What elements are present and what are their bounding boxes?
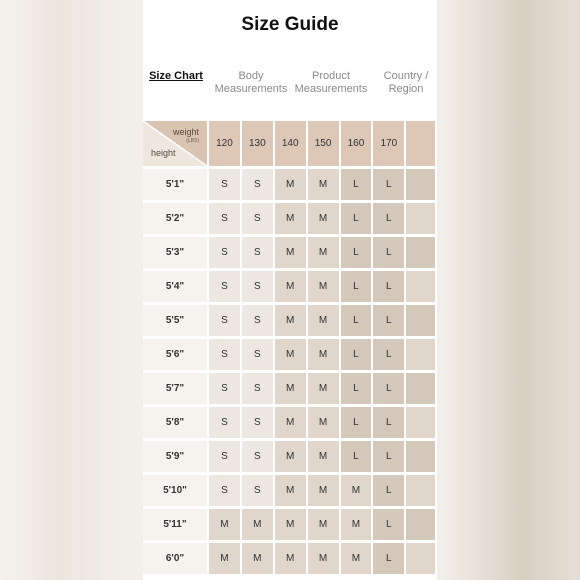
table-row — [143, 441, 435, 472]
size-cell: L — [373, 339, 404, 370]
size-cell — [406, 441, 435, 472]
size-cell: L — [373, 373, 404, 404]
size-cell — [406, 543, 435, 574]
tab-body-measurements[interactable] — [213, 70, 289, 96]
size-cell: S — [242, 305, 273, 336]
size-cell: S — [242, 203, 273, 234]
size-cell: S — [209, 203, 240, 234]
page-title: Size Guide — [241, 14, 339, 35]
size-cell: S — [242, 271, 273, 302]
size-cell: S — [242, 441, 273, 472]
weight-header-cell: 170 — [373, 121, 404, 166]
size-cell: M — [275, 509, 306, 540]
table-row — [143, 203, 435, 234]
tab-body-measurements-line2: Measurements — [214, 83, 288, 95]
table-row — [143, 543, 435, 574]
size-cell: L — [373, 271, 404, 302]
height-label-cell: 5'4" — [143, 271, 207, 302]
height-label-cell: 5'2" — [143, 203, 207, 234]
size-cell: L — [373, 169, 404, 200]
size-cell: S — [209, 271, 240, 302]
tab-product-measurements[interactable] — [293, 70, 369, 96]
size-cell: L — [341, 441, 372, 472]
tab-product-measurements-line1: Product — [312, 70, 350, 82]
table-row — [143, 373, 435, 404]
weight-header-cell: 150 — [308, 121, 339, 166]
weight-header-cell: 120 — [209, 121, 240, 166]
size-cell — [406, 407, 435, 438]
size-cell: M — [308, 407, 339, 438]
size-cell: M — [275, 237, 306, 268]
tab-country-region[interactable] — [377, 70, 435, 96]
tab-country-region-line2: Region — [388, 83, 424, 95]
size-cell: M — [308, 203, 339, 234]
size-cell: M — [308, 305, 339, 336]
weight-header-cell: 140 — [275, 121, 306, 166]
size-cell: L — [373, 441, 404, 472]
table-row — [143, 169, 435, 200]
size-cell: L — [373, 509, 404, 540]
tab-body-measurements-line1: Body — [238, 70, 264, 82]
table-row — [143, 475, 435, 506]
table-row — [143, 407, 435, 438]
weight-header-cell: 130 — [242, 121, 273, 166]
table-row — [143, 237, 435, 268]
size-cell: L — [341, 203, 372, 234]
size-cell: M — [275, 339, 306, 370]
size-cell: M — [308, 441, 339, 472]
height-label-cell: 5'6" — [143, 339, 207, 370]
size-cell: M — [209, 543, 240, 574]
size-cell: L — [341, 339, 372, 370]
size-cell: M — [308, 509, 339, 540]
height-axis-label: height — [151, 148, 176, 158]
size-cell: M — [275, 305, 306, 336]
size-cell: S — [209, 407, 240, 438]
size-cell: M — [341, 475, 372, 506]
size-cell: M — [275, 203, 306, 234]
height-label-cell: 5'9" — [143, 441, 207, 472]
table-row — [143, 305, 435, 336]
height-label-cell: 5'8" — [143, 407, 207, 438]
weight-header-cell: 160 — [341, 121, 372, 166]
table-corner-header — [143, 121, 207, 166]
height-label-cell: 5'1" — [143, 169, 207, 200]
weight-unit-label: (LBS) — [186, 138, 199, 144]
size-cell: M — [308, 373, 339, 404]
size-cell: M — [275, 475, 306, 506]
size-cell: S — [242, 237, 273, 268]
size-cell: M — [308, 237, 339, 268]
size-cell: L — [341, 407, 372, 438]
size-cell: M — [308, 475, 339, 506]
height-label-cell: 5'10" — [143, 475, 207, 506]
height-label-cell: 5'7" — [143, 373, 207, 404]
table-row — [143, 339, 435, 370]
size-cell: L — [341, 271, 372, 302]
size-cell — [406, 203, 435, 234]
tab-bar — [143, 70, 437, 110]
height-label-cell: 5'3" — [143, 237, 207, 268]
size-cell: L — [373, 407, 404, 438]
size-cell: M — [275, 543, 306, 574]
size-cell: M — [341, 509, 372, 540]
weight-axis-label: weight — [172, 127, 199, 137]
size-cell — [406, 475, 435, 506]
weight-header-row — [143, 121, 435, 166]
tab-size-chart[interactable] — [147, 70, 205, 83]
size-cell — [406, 271, 435, 302]
size-cell: L — [373, 203, 404, 234]
height-label-cell: 6'0" — [143, 543, 207, 574]
size-cell: S — [209, 441, 240, 472]
size-cell: L — [373, 475, 404, 506]
size-cell: M — [275, 407, 306, 438]
size-cell: M — [275, 441, 306, 472]
size-guide-panel — [143, 0, 437, 580]
size-cell: L — [373, 543, 404, 574]
size-cell: L — [373, 237, 404, 268]
size-cell — [406, 509, 435, 540]
size-cell: M — [341, 543, 372, 574]
size-cell: L — [373, 305, 404, 336]
size-cell: M — [308, 543, 339, 574]
size-cell: S — [209, 237, 240, 268]
size-cell — [406, 339, 435, 370]
height-label-cell: 5'5" — [143, 305, 207, 336]
size-cell: L — [341, 169, 372, 200]
size-cell: S — [242, 407, 273, 438]
size-cell: S — [242, 339, 273, 370]
table-row — [143, 509, 435, 540]
size-cell: M — [242, 509, 273, 540]
tab-country-region-line1: Country / — [383, 70, 429, 82]
weight-header-cell — [406, 121, 435, 166]
tab-size-chart-label: Size Chart — [149, 70, 203, 82]
size-cell: L — [341, 305, 372, 336]
size-cell: M — [209, 509, 240, 540]
size-cell: M — [275, 271, 306, 302]
size-cell: S — [209, 169, 240, 200]
size-chart-table — [143, 118, 437, 577]
height-label-cell: 5'11" — [143, 509, 207, 540]
size-cell: L — [341, 373, 372, 404]
size-cell — [406, 169, 435, 200]
size-cell: M — [275, 373, 306, 404]
size-cell: M — [242, 543, 273, 574]
table-row — [143, 271, 435, 302]
size-cell — [406, 305, 435, 336]
size-cell: M — [275, 169, 306, 200]
size-cell: S — [242, 169, 273, 200]
size-cell: M — [308, 169, 339, 200]
size-cell: S — [209, 339, 240, 370]
size-cell: S — [242, 475, 273, 506]
size-cell: S — [242, 373, 273, 404]
tab-product-measurements-line2: Measurements — [294, 83, 368, 95]
size-cell: M — [308, 339, 339, 370]
size-cell — [406, 373, 435, 404]
size-cell: S — [209, 373, 240, 404]
size-cell: M — [308, 271, 339, 302]
size-cell: L — [341, 237, 372, 268]
size-cell — [406, 237, 435, 268]
size-cell: S — [209, 475, 240, 506]
size-cell: S — [209, 305, 240, 336]
